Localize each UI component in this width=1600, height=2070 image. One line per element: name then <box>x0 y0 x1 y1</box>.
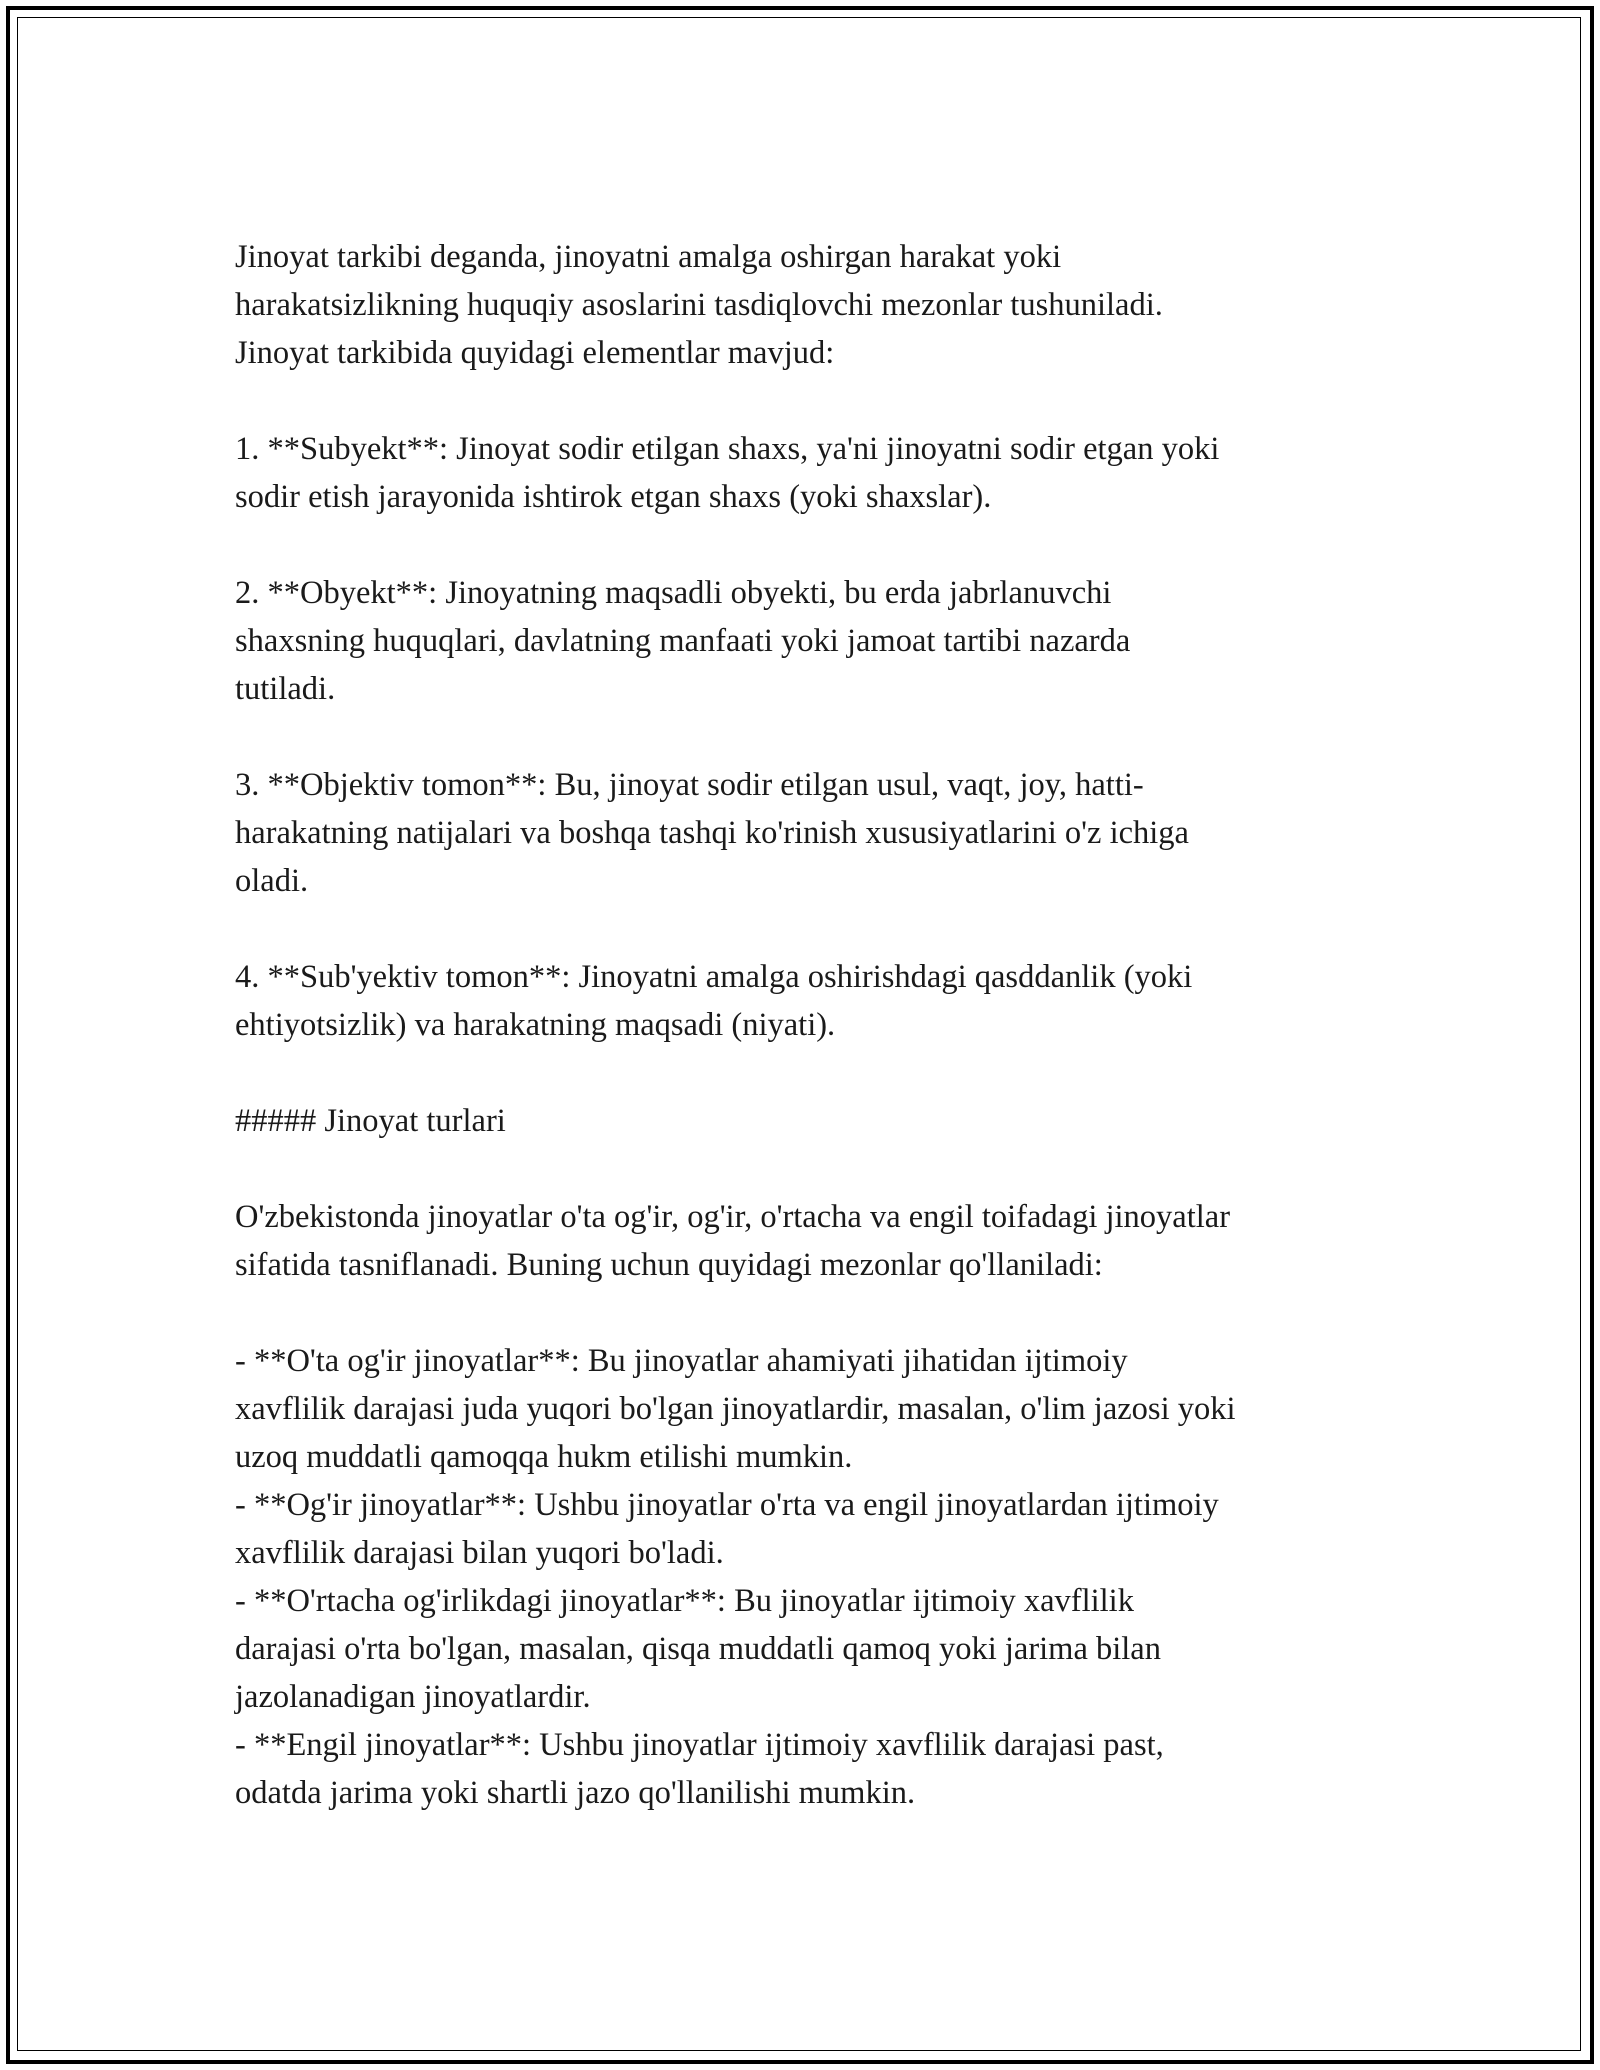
text-line: harakatsizlikning huquqiy asoslarini tasdiqlovchi mezonlar tushuniladi. <box>235 287 1163 323</box>
text-line: Jinoyat tarkibi deganda, jinoyatni amalga oshirgan harakat yoki <box>235 239 1062 275</box>
text-line: odatda jarima yoki shartli jazo qo'llanilishi mumkin. <box>235 1775 916 1811</box>
text-line: Jinoyat tarkibida quyidagi elementlar mavjud: <box>235 335 835 371</box>
text-line: - **O'ta og'ir jinoyatlar**: Bu jinoyatlar ahamiyati jihatidan ijtimoiy <box>235 1343 1128 1379</box>
text-line: 4. **Sub'yektiv tomon**: Jinoyatni amalga oshirishdagi qasddanlik (yoki <box>235 959 1193 995</box>
text-line: oladi. <box>235 863 309 899</box>
text-line: xavflilik darajasi bilan yuqori bo'ladi. <box>235 1535 724 1571</box>
text-line: 3. **Objektiv tomon**: Bu, jinoyat sodir etilgan usul, vaqt, joy, hatti- <box>235 767 1144 803</box>
text-line: harakatning natijalari va boshqa tashqi ko'rinish xususiyatlarini o'z ichiga <box>235 815 1189 851</box>
section-heading <box>235 1097 1405 1145</box>
text-line: darajasi o'rta bo'lgan, masalan, qisqa muddatli qamoq yoki jarima bilan <box>235 1631 1161 1667</box>
text-line: 2. **Obyekt**: Jinoyatning maqsadli obyekti, bu erda jabrlanuvchi <box>235 575 1112 611</box>
text-line: uzoq muddatli qamoqqa hukm etilishi mumkin. <box>235 1439 853 1475</box>
text-line: sifatida tasniflanadi. Buning uchun quyidagi mezonlar qo'llaniladi: <box>235 1247 1103 1283</box>
text-line: tutiladi. <box>235 671 336 707</box>
list-item-subyektiv-tomon <box>235 953 1405 1049</box>
text-line: xavflilik darajasi juda yuqori bo'lgan jinoyatlardir, masalan, o'lim jazosi yoki <box>235 1391 1236 1427</box>
text-line: ehtiyotsizlik) va harakatning maqsadi (niyati). <box>235 1007 836 1043</box>
crime-types-list <box>235 1337 1405 1817</box>
text-line: jazolanadigan jinoyatlardir. <box>235 1679 591 1715</box>
document-body <box>235 233 1405 1817</box>
heading-text: ##### Jinoyat turlari <box>235 1103 506 1139</box>
classification-paragraph <box>235 1193 1405 1289</box>
list-item-obyekt <box>235 569 1405 713</box>
list-item-objektiv-tomon <box>235 761 1405 905</box>
intro-paragraph <box>235 233 1405 377</box>
text-line: - **O'rtacha og'irlikdagi jinoyatlar**: Bu jinoyatlar ijtimoiy xavflilik <box>235 1583 1134 1619</box>
list-item-subyekt <box>235 425 1405 521</box>
text-line: - **Og'ir jinoyatlar**: Ushbu jinoyatlar o'rta va engil jinoyatlardan ijtimoiy <box>235 1487 1219 1523</box>
text-line: 1. **Subyekt**: Jinoyat sodir etilgan shaxs, ya'ni jinoyatni sodir etgan yoki <box>235 431 1220 467</box>
text-line: sodir etish jarayonida ishtirok etgan shaxs (yoki shaxslar). <box>235 479 992 515</box>
text-line: O'zbekistonda jinoyatlar o'ta og'ir, og'ir, o'rtacha va engil toifadagi jinoyatlar <box>235 1199 1231 1235</box>
text-line: - **Engil jinoyatlar**: Ushbu jinoyatlar ijtimoiy xavflilik darajasi past, <box>235 1727 1164 1763</box>
text-line: shaxsning huquqlari, davlatning manfaati yoki jamoat tartibi nazarda <box>235 623 1131 659</box>
